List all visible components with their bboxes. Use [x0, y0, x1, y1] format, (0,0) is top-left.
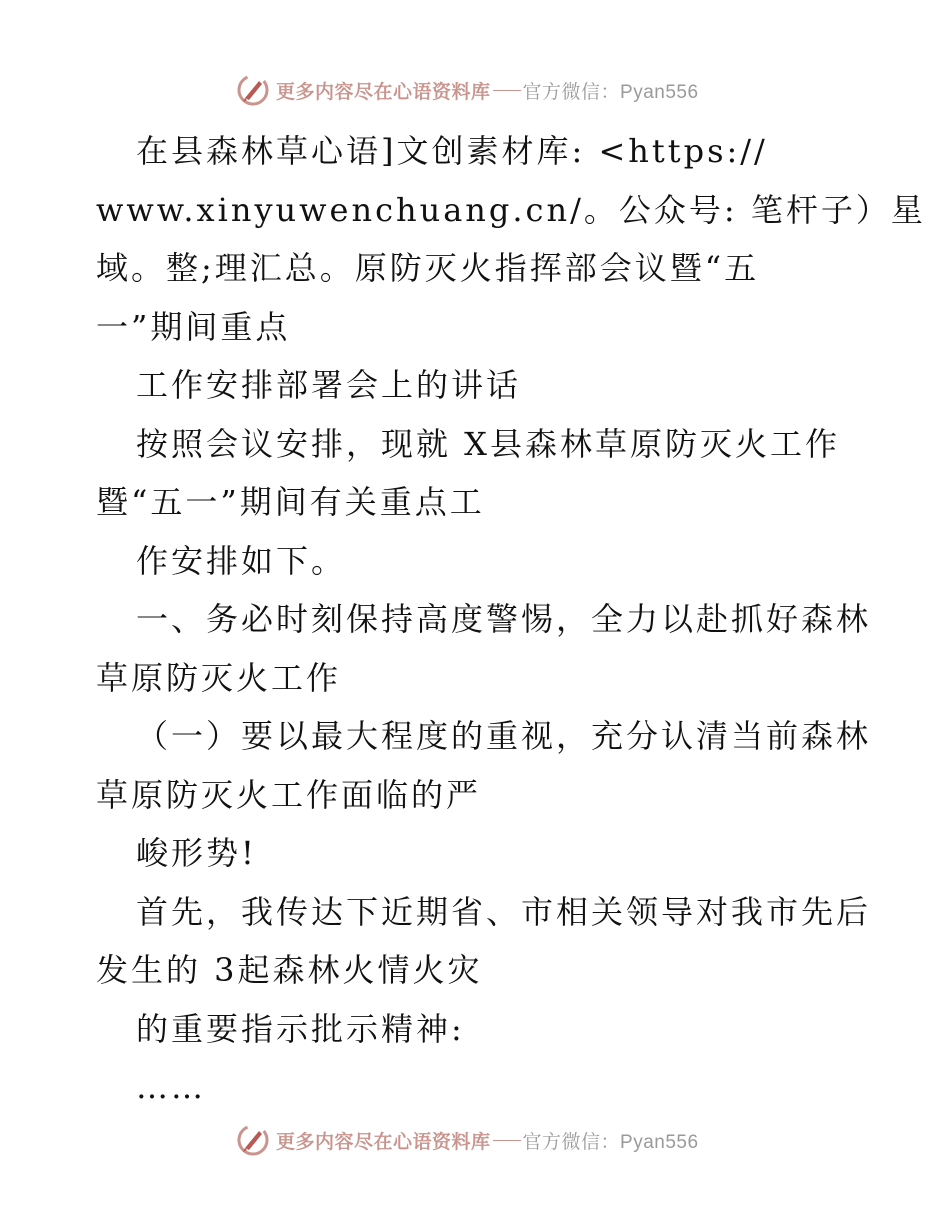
document-body — [96, 122, 926, 1117]
body-line: 域。整;理汇总。原防灭火指挥部会议暨“五 — [96, 249, 760, 287]
body-line: 作安排如下。 — [136, 541, 347, 580]
watermark-dash — [493, 90, 521, 91]
body-line: 一”期间重点 — [96, 307, 291, 346]
watermark-official-label: 官方微信： — [522, 1130, 621, 1153]
body-line: www.xinyuwenchuang.cn/。公众号: 笔杆子）星 — [96, 190, 926, 229]
body-line: 峻形势! — [136, 834, 257, 872]
body-line: 首先，我传达下近期省、市相关领导对我市先后 — [136, 892, 872, 931]
watermark-dash — [493, 1140, 521, 1141]
header-watermark — [236, 72, 716, 108]
watermark-brand-text: 更多内容尽在心语资料库 — [276, 1130, 491, 1153]
quill-logo-icon — [236, 1123, 270, 1157]
body-line: 草原防灭火工作面临的严 — [96, 775, 482, 814]
body-line: 按照会议安排，现就 X县森林草原防灭火工作 — [136, 424, 840, 463]
quill-logo-icon — [236, 73, 270, 107]
footer-watermark — [236, 1122, 716, 1158]
body-line: 暨“五一”期间有关重点工 — [96, 483, 485, 521]
body-line: （一）要以最大程度的重视，充分认清当前森林 — [136, 717, 872, 755]
watermark-official-label: 官方微信： — [522, 80, 621, 103]
watermark-brand-text: 更多内容尽在心语资料库 — [276, 80, 491, 103]
body-line: 的重要指示批示精神: — [136, 1009, 465, 1048]
body-line: 发生的 3起森林火情火灾 — [96, 951, 483, 989]
watermark-wechat-id: Pyan556 — [620, 81, 699, 103]
body-line: …… — [136, 1068, 206, 1106]
body-line: 在县森林草心语]文创素材库: <https:// — [136, 132, 768, 170]
body-line: 一、务必时刻保持高度警惕，全力以赴抓好森林 — [136, 600, 872, 638]
body-line: 工作安排部署会上的讲话 — [136, 366, 522, 404]
watermark-wechat-id: Pyan556 — [620, 1131, 699, 1153]
body-line: 草原防灭火工作 — [96, 658, 342, 697]
